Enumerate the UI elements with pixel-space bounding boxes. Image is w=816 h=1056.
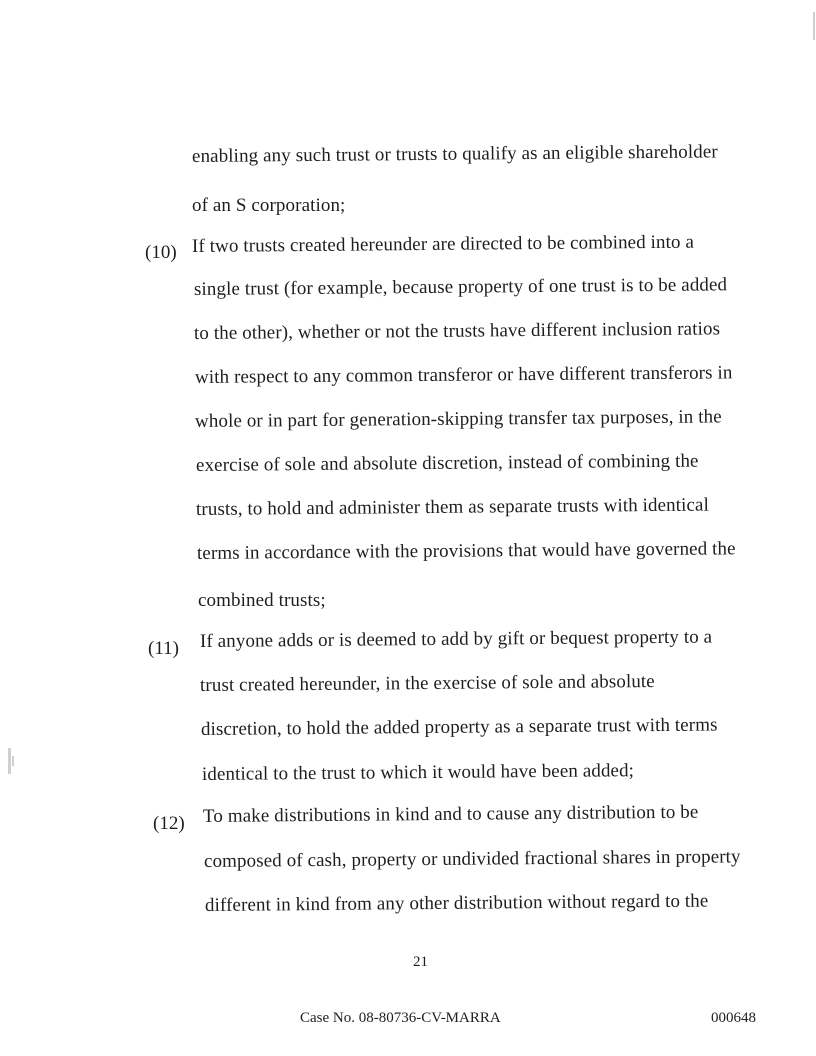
- paragraph-line: of an S corporation;: [192, 195, 346, 216]
- paragraph-line: combined trusts;: [198, 590, 326, 611]
- paragraph-line: whole or in part for generation-skipping transfer tax purposes, in the: [194, 406, 722, 432]
- paragraph-line: trusts, to hold and administer them as separate trusts with identical: [195, 494, 710, 520]
- paragraph-line: terms in accordance with the provisions that would have governed the: [196, 538, 736, 564]
- paragraph-line: discretion, to hold the added property as a separate trust with terms: [200, 714, 718, 740]
- paragraph-line: different in kind from any other distribution without regard to the: [204, 890, 709, 916]
- scan-artifact: [813, 12, 815, 40]
- bates-number: 000648: [711, 1010, 756, 1026]
- paragraph-line: If two trusts created hereunder are directed to be combined into a: [191, 231, 695, 257]
- item-number: (12): [153, 813, 185, 834]
- paragraph-line: identical to the trust to which it would have been added;: [201, 760, 635, 785]
- scan-artifact: [12, 756, 14, 766]
- scan-artifact: [8, 748, 11, 774]
- item-number: (11): [148, 638, 179, 659]
- paragraph-line: single trust (for example, because property of one trust is to be added: [193, 274, 728, 300]
- item-number: (10): [145, 242, 177, 263]
- paragraph-line: exercise of sole and absolute discretion, instead of combining the: [195, 450, 699, 476]
- case-number: Case No. 08-80736-CV-MARRA: [300, 1010, 501, 1026]
- paragraph-line: If anyone adds or is deemed to add by gift or bequest property to a: [199, 626, 713, 652]
- paragraph-line: with respect to any common transferor or have different transferors in: [194, 362, 733, 388]
- paragraph-line: enabling any such trust or trusts to qualify as an eligible shareholder: [191, 141, 718, 167]
- page-number: 21: [413, 954, 428, 970]
- paragraph-line: trust created hereunder, in the exercise of sole and absolute: [199, 671, 655, 696]
- paragraph-line: To make distributions in kind and to cause any distribution to be: [202, 801, 699, 827]
- paragraph-line: composed of cash, property or undivided fractional shares in property: [203, 846, 741, 872]
- paragraph-line: to the other), whether or not the trusts have different inclusion ratios: [193, 318, 721, 344]
